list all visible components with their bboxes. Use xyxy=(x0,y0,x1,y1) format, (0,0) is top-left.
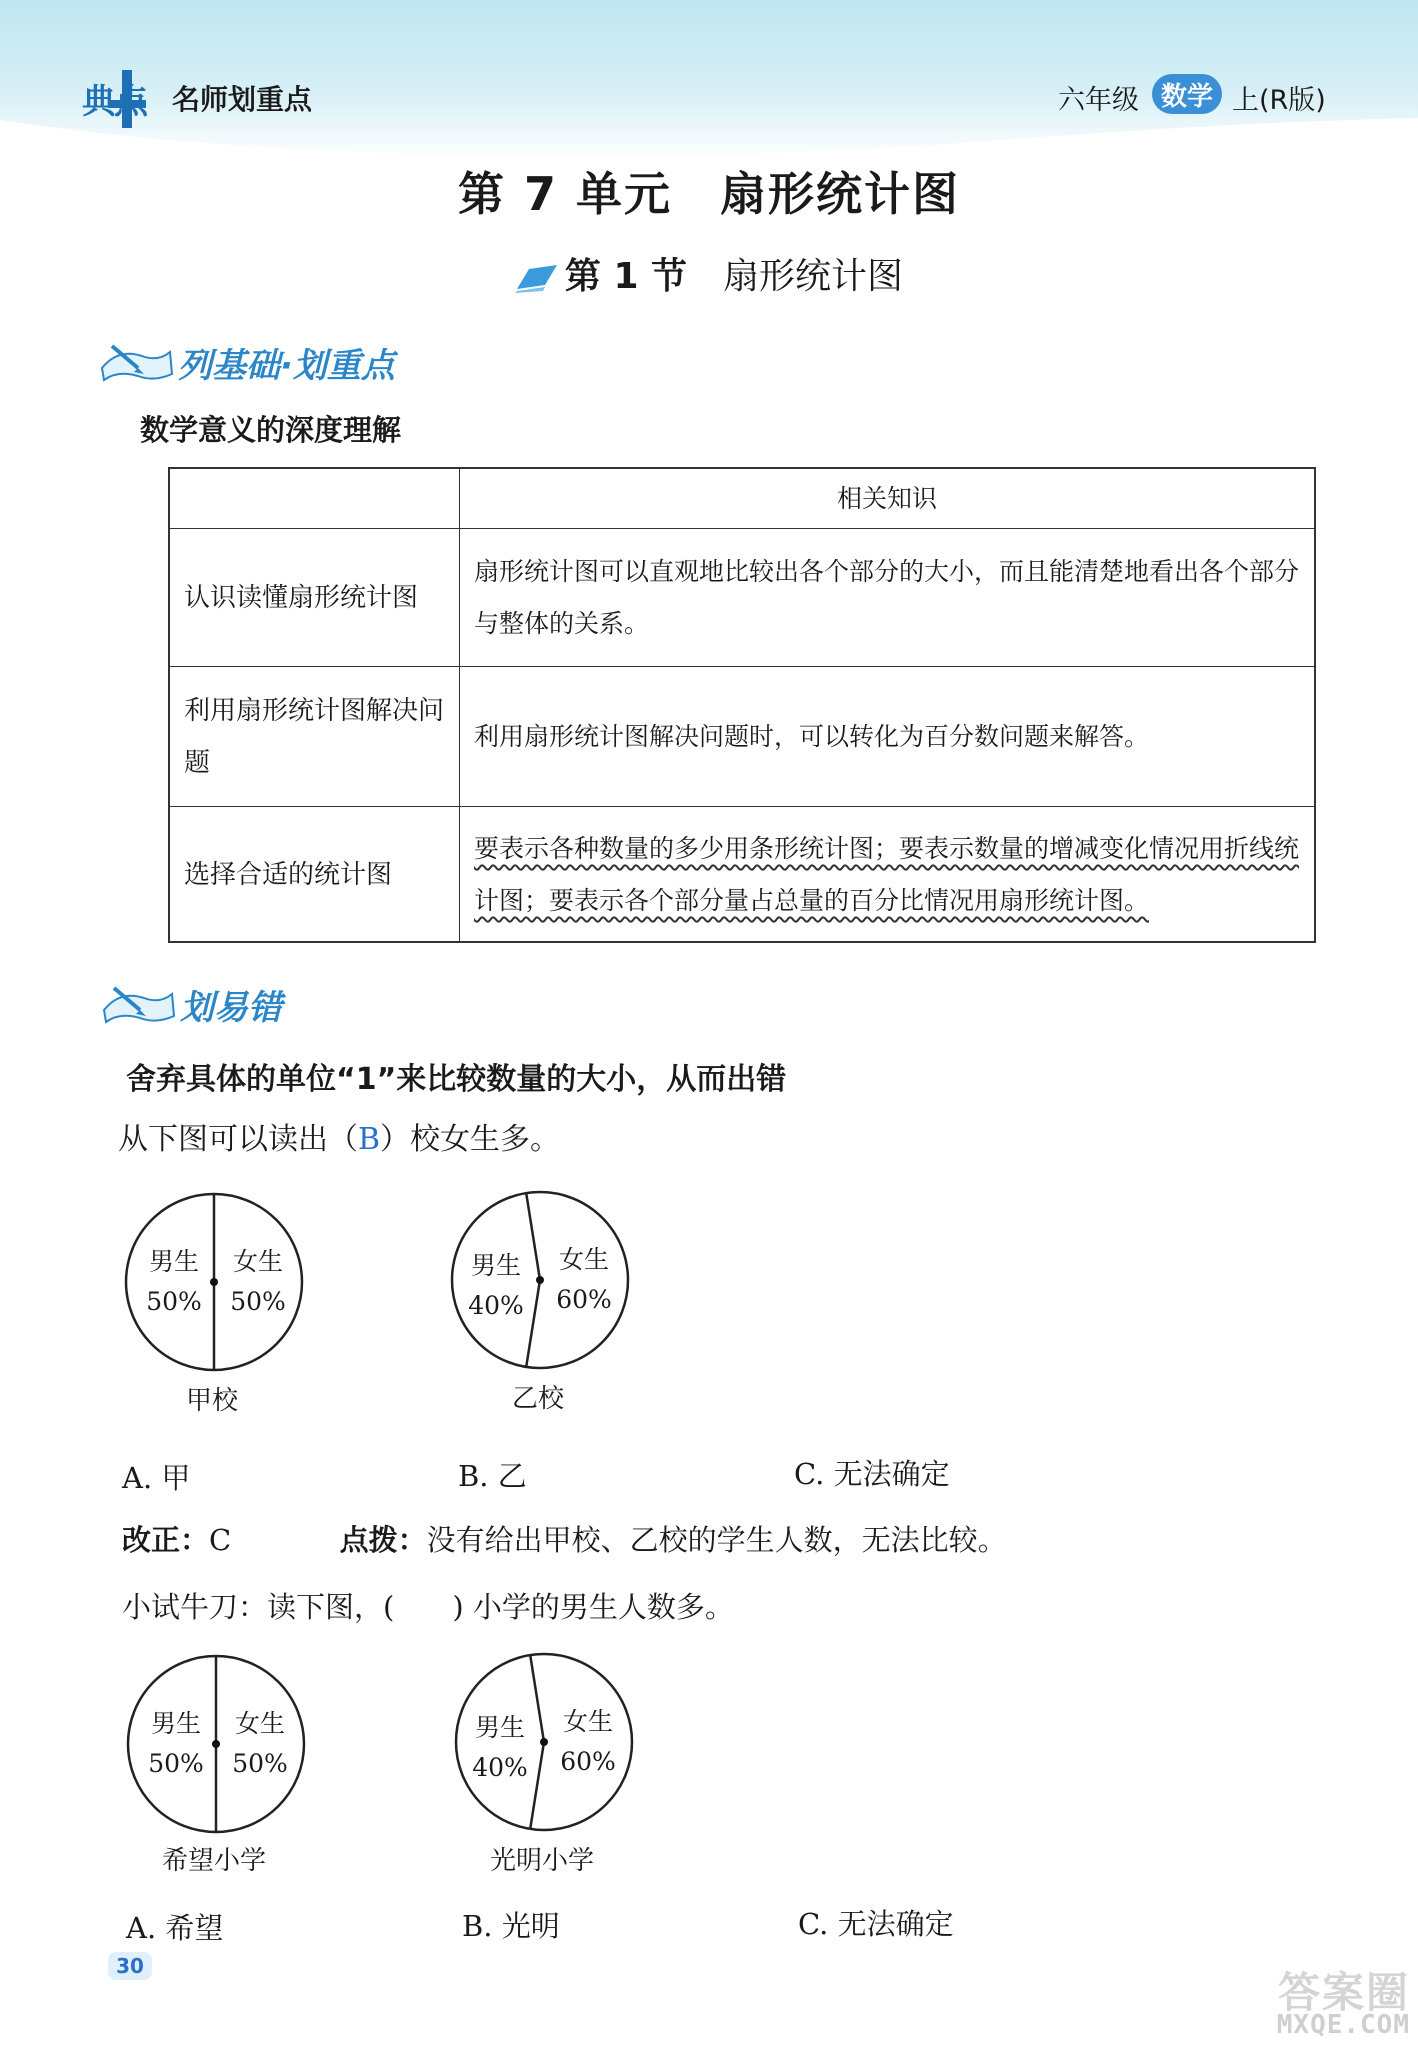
pie-left-name: 男生 xyxy=(470,1251,521,1280)
hint-text: 没有给出甲校、乙校的学生人数，无法比较。 xyxy=(426,1523,1007,1557)
pie-right-name: 女生 xyxy=(558,1245,609,1274)
pie-left-label xyxy=(456,1246,536,1326)
correction-label: 改正： xyxy=(122,1523,210,1557)
pie-right-label xyxy=(544,1240,624,1320)
unit-title: 第 7 单元 扇形统计图 xyxy=(457,167,961,221)
pie-right-name: 女生 xyxy=(562,1707,613,1736)
pie-caption: 乙校 xyxy=(511,1384,564,1414)
edition-label: 上(R版) xyxy=(1232,85,1326,116)
option-b: B. 乙 xyxy=(458,1459,527,1493)
knowledge-table xyxy=(168,467,1316,943)
section-title: 扇形统计图 xyxy=(723,256,904,297)
pie-right-label xyxy=(548,1702,628,1782)
section-book-icon xyxy=(515,263,559,293)
grade-label: 六年级 xyxy=(1058,85,1139,116)
pie-left-pct: 50% xyxy=(146,1287,202,1316)
pie-right-pct: 60% xyxy=(560,1747,616,1776)
question-1-prefix: 从下图可以读出（ xyxy=(118,1122,358,1157)
pie-left-pct: 40% xyxy=(472,1753,528,1782)
table-header-cell: 相关知识 xyxy=(836,483,937,513)
pie-left-name: 男生 xyxy=(150,1709,201,1738)
watermark-bottom: MXQE.COM xyxy=(1276,2010,1410,2040)
pie-caption: 希望小学 xyxy=(161,1846,266,1876)
pie-right-pct: 60% xyxy=(556,1285,612,1314)
pie-right-label xyxy=(218,1242,298,1322)
table-knowledge-cell: 要表示各种数量的多少用条形统计图；要表示数量的增减变化情况用折线统计图；要表示各个部分量占总量的百分比情况用扇形统计图。 xyxy=(474,834,1300,915)
question-1 xyxy=(118,1114,560,1158)
table-knowledge-cell: 扇形统计图可以直观地比较出各个部分的大小，而且能清楚地看出各个部分与整体的关系。 xyxy=(474,556,1300,638)
option-a: A. 甲 xyxy=(122,1461,191,1495)
watermark-top: 答案圈 xyxy=(1277,1968,1410,2017)
table-row xyxy=(170,807,1314,943)
table-row xyxy=(170,667,1314,807)
subject-badge: 数学 xyxy=(1152,74,1222,114)
correction-row xyxy=(122,1518,1007,1559)
table-topic-cell: 选择合适的统计图 xyxy=(170,807,460,943)
pie-right-pct: 50% xyxy=(230,1287,286,1316)
pencil-paper-icon xyxy=(100,980,180,1028)
section-heading xyxy=(0,248,1418,299)
question-1-suffix: ）校女生多。 xyxy=(380,1122,561,1157)
practice-question: 小试牛刀：读下图，( ) 小学的男生人数多。 xyxy=(122,1590,734,1624)
brand-name: 名师划重点 xyxy=(172,83,313,116)
meaning-title: 数学意义的深度理解 xyxy=(140,413,402,447)
error-title: 舍弃具体的单位“1”来比较数量的大小，从而出错 xyxy=(126,1062,787,1097)
table-knowledge-cell: 利用扇形统计图解决问题时，可以转化为百分数问题来解答。 xyxy=(474,721,1150,751)
option-c: C. 无法确定 xyxy=(794,1457,950,1491)
table-knowledge-cell-wrap xyxy=(460,807,1314,943)
pie-right-label xyxy=(220,1704,300,1784)
basics-banner xyxy=(98,334,498,390)
pie-chart-jia xyxy=(122,1190,306,1374)
pie-chart-xiwang xyxy=(124,1652,308,1836)
pie-center-dot xyxy=(540,1738,548,1746)
table-row xyxy=(170,529,1314,667)
page-number: 30 xyxy=(108,1952,152,1980)
pie-right-name: 女生 xyxy=(232,1247,283,1276)
table-topic-cell: 认识读懂扇形统计图 xyxy=(170,529,460,666)
pie-caption: 甲校 xyxy=(185,1386,238,1416)
option-a: A. 希望 xyxy=(126,1911,224,1945)
pie-left-pct: 40% xyxy=(468,1291,524,1320)
pie-right-pct: 50% xyxy=(232,1749,288,1778)
pie-center-dot xyxy=(536,1276,544,1284)
pie-left-name: 男生 xyxy=(474,1713,525,1742)
watermark xyxy=(1240,1960,1410,2045)
pie-caption: 光明小学 xyxy=(489,1846,594,1876)
table-header-cell-empty xyxy=(170,469,460,528)
table-topic-cell: 利用扇形统计图解决问题 xyxy=(170,667,460,806)
table-header-row xyxy=(170,469,1314,529)
hint-label: 点拨： xyxy=(339,1523,427,1557)
option-c: C. 无法确定 xyxy=(798,1907,954,1941)
brand-logo xyxy=(82,70,162,128)
brand-mark-text: 典点 xyxy=(82,82,146,122)
pie-chart-guangming xyxy=(452,1650,636,1834)
pie-left-name: 男生 xyxy=(148,1247,199,1276)
section-number: 第 1 节 xyxy=(564,256,688,297)
pie-right-name: 女生 xyxy=(234,1709,285,1738)
question-1-answer: B xyxy=(358,1122,381,1157)
correction-value: C xyxy=(209,1523,232,1557)
pie-left-label xyxy=(136,1704,216,1784)
pie-left-label xyxy=(134,1242,214,1322)
pie-left-label xyxy=(460,1708,540,1788)
errors-banner xyxy=(100,976,360,1032)
option-b: B. 光明 xyxy=(462,1909,560,1943)
pie-left-pct: 50% xyxy=(148,1749,204,1778)
pie-chart-yi xyxy=(448,1188,632,1372)
errors-banner-text: 划易错 xyxy=(180,988,282,1028)
basics-banner-text: 列基础·划重点 xyxy=(178,346,395,386)
pencil-paper-icon xyxy=(98,338,178,386)
